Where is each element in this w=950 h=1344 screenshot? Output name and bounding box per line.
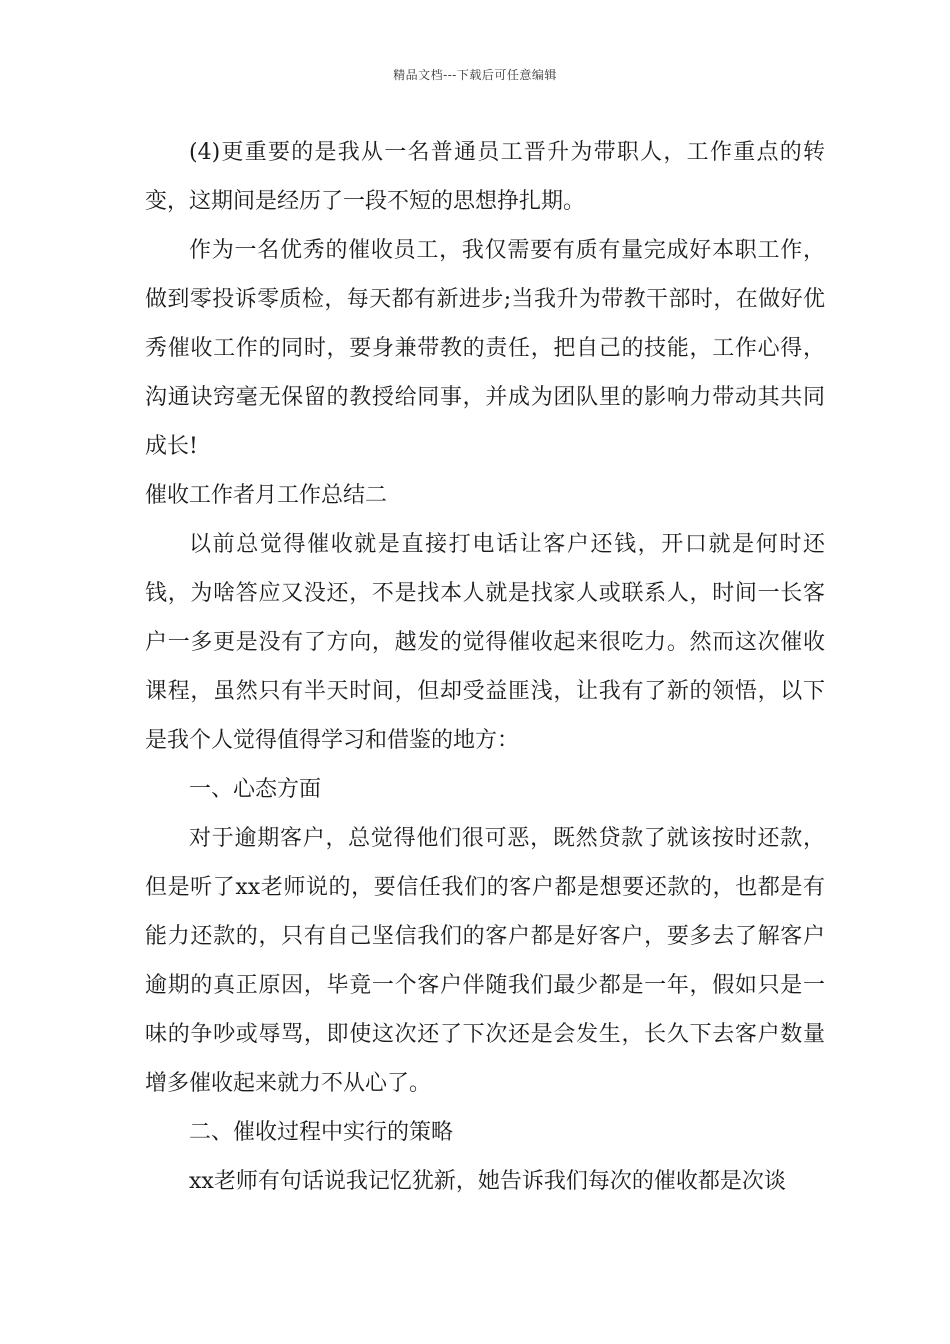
- heading-strategy: 二、催收过程中实行的策略: [189, 1120, 454, 1145]
- document-body: [145, 128, 825, 1206]
- paragraph-promotion: (4)更重要的是我从一名普通员工晋升为带职人，工作重点的转变，这期间是经历了一段不短的思想挣扎期。: [145, 140, 825, 214]
- paragraph-course: 以前总觉得催收就是直接打电话让客户还钱，开口就是何时还钱，为啥答应又没还，不是找本人就是找家人或联系人，时间一长客户一多更是没有了方向，越发的觉得催收起来很吃力。然而这次催收课程，虽然只有半天时间，但却受益匪浅，让我有了新的领悟，以下是我个人觉得值得学习和借鉴的地方：: [145, 532, 825, 753]
- paragraph-strategy: xx老师有句话说我记忆犹新，她告诉我们每次的催收都是次谈: [189, 1169, 786, 1194]
- section-title-summary-two: 催收工作者月工作总结二: [145, 483, 388, 508]
- heading-mindset: 一、心态方面: [189, 777, 322, 802]
- page-header: 精品文档---下载后可任意编辑: [393, 68, 557, 82]
- paragraph-duties: 作为一名优秀的催收员工，我仅需要有质有量完成好本职工作，做到零投诉零质检，每天都有新进步;当我升为带教干部时，在做好优秀催收工作的同时，要身兼带教的责任，把自己的技能，工作心得，沟通诀窍毫无保留的教授给同事，并成为团队里的影响力带动其共同成长!: [145, 238, 825, 459]
- paragraph-mindset: 对于逾期客户，总觉得他们很可恶，既然贷款了就该按时还款，但是听了xx老师说的，要信任我们的客户都是想要还款的，也都是有能力还款的，只有自己坚信我们的客户都是好客户，要多去了解客户逾期的真正原因，毕竟一个客户伴随我们最少都是一年，假如只是一味的争吵或辱骂，即使这次还了下次还是会发生，长久下去客户数量增多催收起来就力不从心了。: [145, 826, 825, 1096]
